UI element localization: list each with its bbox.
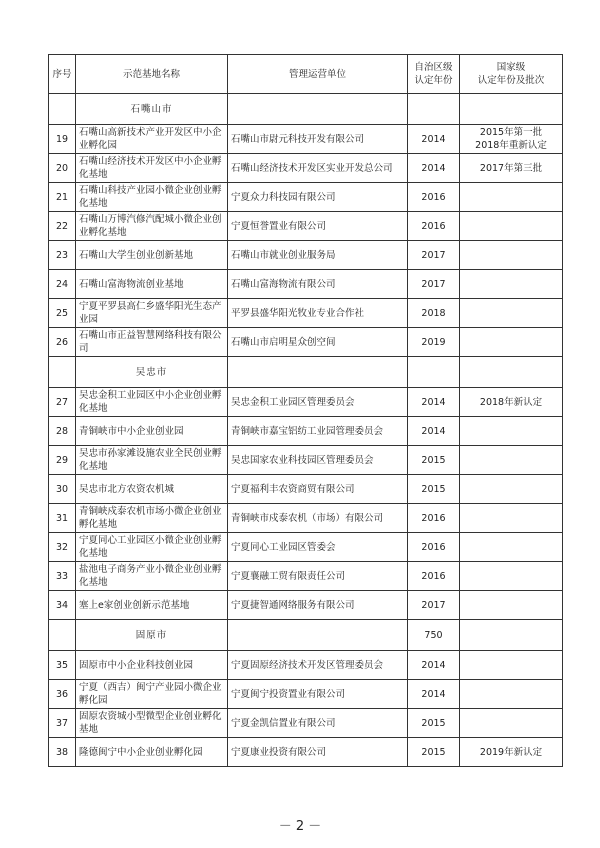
table-row <box>49 738 563 767</box>
national-year: 2019年新认定 <box>460 738 563 767</box>
region-year: 2016 <box>408 183 460 212</box>
row-number: 34 <box>49 591 76 620</box>
region-year: 2015 <box>408 709 460 738</box>
region-year: 2014 <box>408 680 460 709</box>
table-row <box>49 446 563 475</box>
national-year <box>460 299 563 328</box>
table-row <box>49 299 563 328</box>
operating-unit: 吴忠国家农业科技园区管理委员会 <box>228 446 408 475</box>
table-row <box>49 562 563 591</box>
region-title: 固原市 <box>76 620 228 651</box>
row-number: 19 <box>49 125 76 154</box>
row-number: 36 <box>49 680 76 709</box>
region-section-row <box>49 357 563 388</box>
row-number: 30 <box>49 475 76 504</box>
region-year: 2016 <box>408 212 460 241</box>
base-name: 固原农资城小型微型企业创业孵化基地 <box>76 709 228 738</box>
national-year <box>460 680 563 709</box>
national-year <box>460 591 563 620</box>
national-year <box>460 212 563 241</box>
row-number: 27 <box>49 388 76 417</box>
region-national-cell <box>460 620 563 651</box>
operating-unit: 宁夏众力科技园有限公司 <box>228 183 408 212</box>
base-name: 宁夏（西吉）闽宁产业园小微企业孵化园 <box>76 680 228 709</box>
operating-unit: 平罗县盛华阳光牧业专业合作社 <box>228 299 408 328</box>
national-year <box>460 328 563 357</box>
region-year: 2014 <box>408 388 460 417</box>
region-year: 2014 <box>408 125 460 154</box>
region-year: 2015 <box>408 475 460 504</box>
page-number: － 2 － <box>278 819 322 834</box>
national-year <box>460 241 563 270</box>
demonstration-base-table <box>48 54 563 767</box>
region-national-cell <box>460 357 563 388</box>
operating-unit: 吴忠金积工业园区管理委员会 <box>228 388 408 417</box>
base-name: 吴忠市北方农资农机城 <box>76 475 228 504</box>
region-year: 2016 <box>408 562 460 591</box>
row-number: 31 <box>49 504 76 533</box>
table-row <box>49 533 563 562</box>
row-number: 23 <box>49 241 76 270</box>
table-body <box>49 94 563 767</box>
base-name: 石嘴山科技产业园小微企业创业孵化基地 <box>76 183 228 212</box>
header-number: 序号 <box>49 55 76 94</box>
base-name: 青铜峡戍泰农机市场小微企业创业孵化基地 <box>76 504 228 533</box>
operating-unit: 宁夏同心工业园区管委会 <box>228 533 408 562</box>
operating-unit: 宁夏闽宁投资置业有限公司 <box>228 680 408 709</box>
base-name: 青铜峡市中小企业创业园 <box>76 417 228 446</box>
national-year: 2015年第一批 2018年重新认定 <box>460 125 563 154</box>
base-name: 塞上e家创业创新示范基地 <box>76 591 228 620</box>
region-year: 2015 <box>408 738 460 767</box>
row-number: 29 <box>49 446 76 475</box>
table-row <box>49 241 563 270</box>
operating-unit: 宁夏固原经济技术开发区管理委员会 <box>228 651 408 680</box>
region-title: 石嘴山市 <box>76 94 228 125</box>
national-year <box>460 533 563 562</box>
national-year: 2017年第三批 <box>460 154 563 183</box>
base-name: 隆德闽宁中小企业创业孵化园 <box>76 738 228 767</box>
header-region-year: 自治区级 认定年份 <box>408 55 460 94</box>
region-number-cell <box>49 94 76 125</box>
row-number: 37 <box>49 709 76 738</box>
national-year <box>460 183 563 212</box>
national-year <box>460 709 563 738</box>
base-name: 石嘴山大学生创业创新基地 <box>76 241 228 270</box>
row-number: 28 <box>49 417 76 446</box>
region-year: 2014 <box>408 417 460 446</box>
region-section-row <box>49 94 563 125</box>
region-unit-cell <box>228 620 408 651</box>
operating-unit: 宁夏捷智通网络服务有限公司 <box>228 591 408 620</box>
table-row <box>49 183 563 212</box>
national-year <box>460 651 563 680</box>
table-row <box>49 651 563 680</box>
base-name: 宁夏平罗县高仁乡盛华阳光生态产业园 <box>76 299 228 328</box>
row-number: 32 <box>49 533 76 562</box>
operating-unit: 青铜峡市嘉宝铝纺工业园管理委员会 <box>228 417 408 446</box>
national-year <box>460 270 563 299</box>
table-row <box>49 417 563 446</box>
region-year-cell <box>408 94 460 125</box>
operating-unit: 石嘴山富海物流有限公司 <box>228 270 408 299</box>
operating-unit: 石嘴山市就业创业服务局 <box>228 241 408 270</box>
operating-unit: 宁夏恒誉置业有限公司 <box>228 212 408 241</box>
table-row <box>49 680 563 709</box>
region-national-cell <box>460 94 563 125</box>
region-year: 2017 <box>408 270 460 299</box>
header-operating-unit: 管理运营单位 <box>228 55 408 94</box>
row-number: 22 <box>49 212 76 241</box>
row-number: 25 <box>49 299 76 328</box>
table-row <box>49 709 563 738</box>
base-name: 石嘴山高新技术产业开发区中小企业孵化园 <box>76 125 228 154</box>
region-unit-cell <box>228 357 408 388</box>
table-row <box>49 328 563 357</box>
table-row <box>49 591 563 620</box>
region-year: 2016 <box>408 533 460 562</box>
base-name: 固原市中小企业科技创业园 <box>76 651 228 680</box>
table-row <box>49 388 563 417</box>
region-year: 2014 <box>408 651 460 680</box>
row-number: 21 <box>49 183 76 212</box>
row-number: 26 <box>49 328 76 357</box>
national-year <box>460 475 563 504</box>
national-year <box>460 504 563 533</box>
operating-unit: 石嘴山经济技术开发区实业开发总公司 <box>228 154 408 183</box>
region-year: 2019 <box>408 328 460 357</box>
table-row <box>49 212 563 241</box>
operating-unit: 石嘴山市尉元科技开发有限公司 <box>228 125 408 154</box>
row-number: 20 <box>49 154 76 183</box>
base-name: 吴忠金积工业园区中小企业创业孵化基地 <box>76 388 228 417</box>
operating-unit: 宁夏襄融工贸有限责任公司 <box>228 562 408 591</box>
table-row <box>49 504 563 533</box>
row-number: 35 <box>49 651 76 680</box>
table-row <box>49 270 563 299</box>
region-section-row <box>49 620 563 651</box>
region-year-cell: 750 <box>408 620 460 651</box>
base-name: 石嘴山经济技术开发区中小企业孵化基地 <box>76 154 228 183</box>
operating-unit: 宁夏康业投资有限公司 <box>228 738 408 767</box>
base-name: 盐池电子商务产业小微企业创业孵化基地 <box>76 562 228 591</box>
base-name: 石嘴山市正益智慧网络科技有限公司 <box>76 328 228 357</box>
national-year <box>460 446 563 475</box>
operating-unit: 宁夏福利丰农资商贸有限公司 <box>228 475 408 504</box>
region-year-cell <box>408 357 460 388</box>
national-year <box>460 417 563 446</box>
region-year: 2018 <box>408 299 460 328</box>
base-name: 石嘴山富海物流创业基地 <box>76 270 228 299</box>
base-name: 石嘴山万博汽修汽配城小微企业创业孵化基地 <box>76 212 228 241</box>
base-name: 宁夏同心工业园区小微企业创业孵化基地 <box>76 533 228 562</box>
national-year: 2018年新认定 <box>460 388 563 417</box>
region-year: 2017 <box>408 241 460 270</box>
region-number-cell <box>49 357 76 388</box>
region-year: 2016 <box>408 504 460 533</box>
header-national-year: 国家级 认定年份及批次 <box>460 55 563 94</box>
region-year: 2017 <box>408 591 460 620</box>
region-number-cell <box>49 620 76 651</box>
region-year: 2014 <box>408 154 460 183</box>
table-header-row <box>49 55 563 94</box>
operating-unit: 宁夏金凯信置业有限公司 <box>228 709 408 738</box>
row-number: 24 <box>49 270 76 299</box>
header-base-name: 示范基地名称 <box>76 55 228 94</box>
operating-unit: 青铜峡市戍泰农机（市场）有限公司 <box>228 504 408 533</box>
operating-unit: 石嘴山市启明星众创空间 <box>228 328 408 357</box>
region-unit-cell <box>228 94 408 125</box>
row-number: 33 <box>49 562 76 591</box>
table-row <box>49 154 563 183</box>
table-row <box>49 475 563 504</box>
base-name: 吴忠市孙家滩设施农业全民创业孵化基地 <box>76 446 228 475</box>
region-year: 2015 <box>408 446 460 475</box>
region-title: 吴忠市 <box>76 357 228 388</box>
row-number: 38 <box>49 738 76 767</box>
table-row <box>49 125 563 154</box>
national-year <box>460 562 563 591</box>
